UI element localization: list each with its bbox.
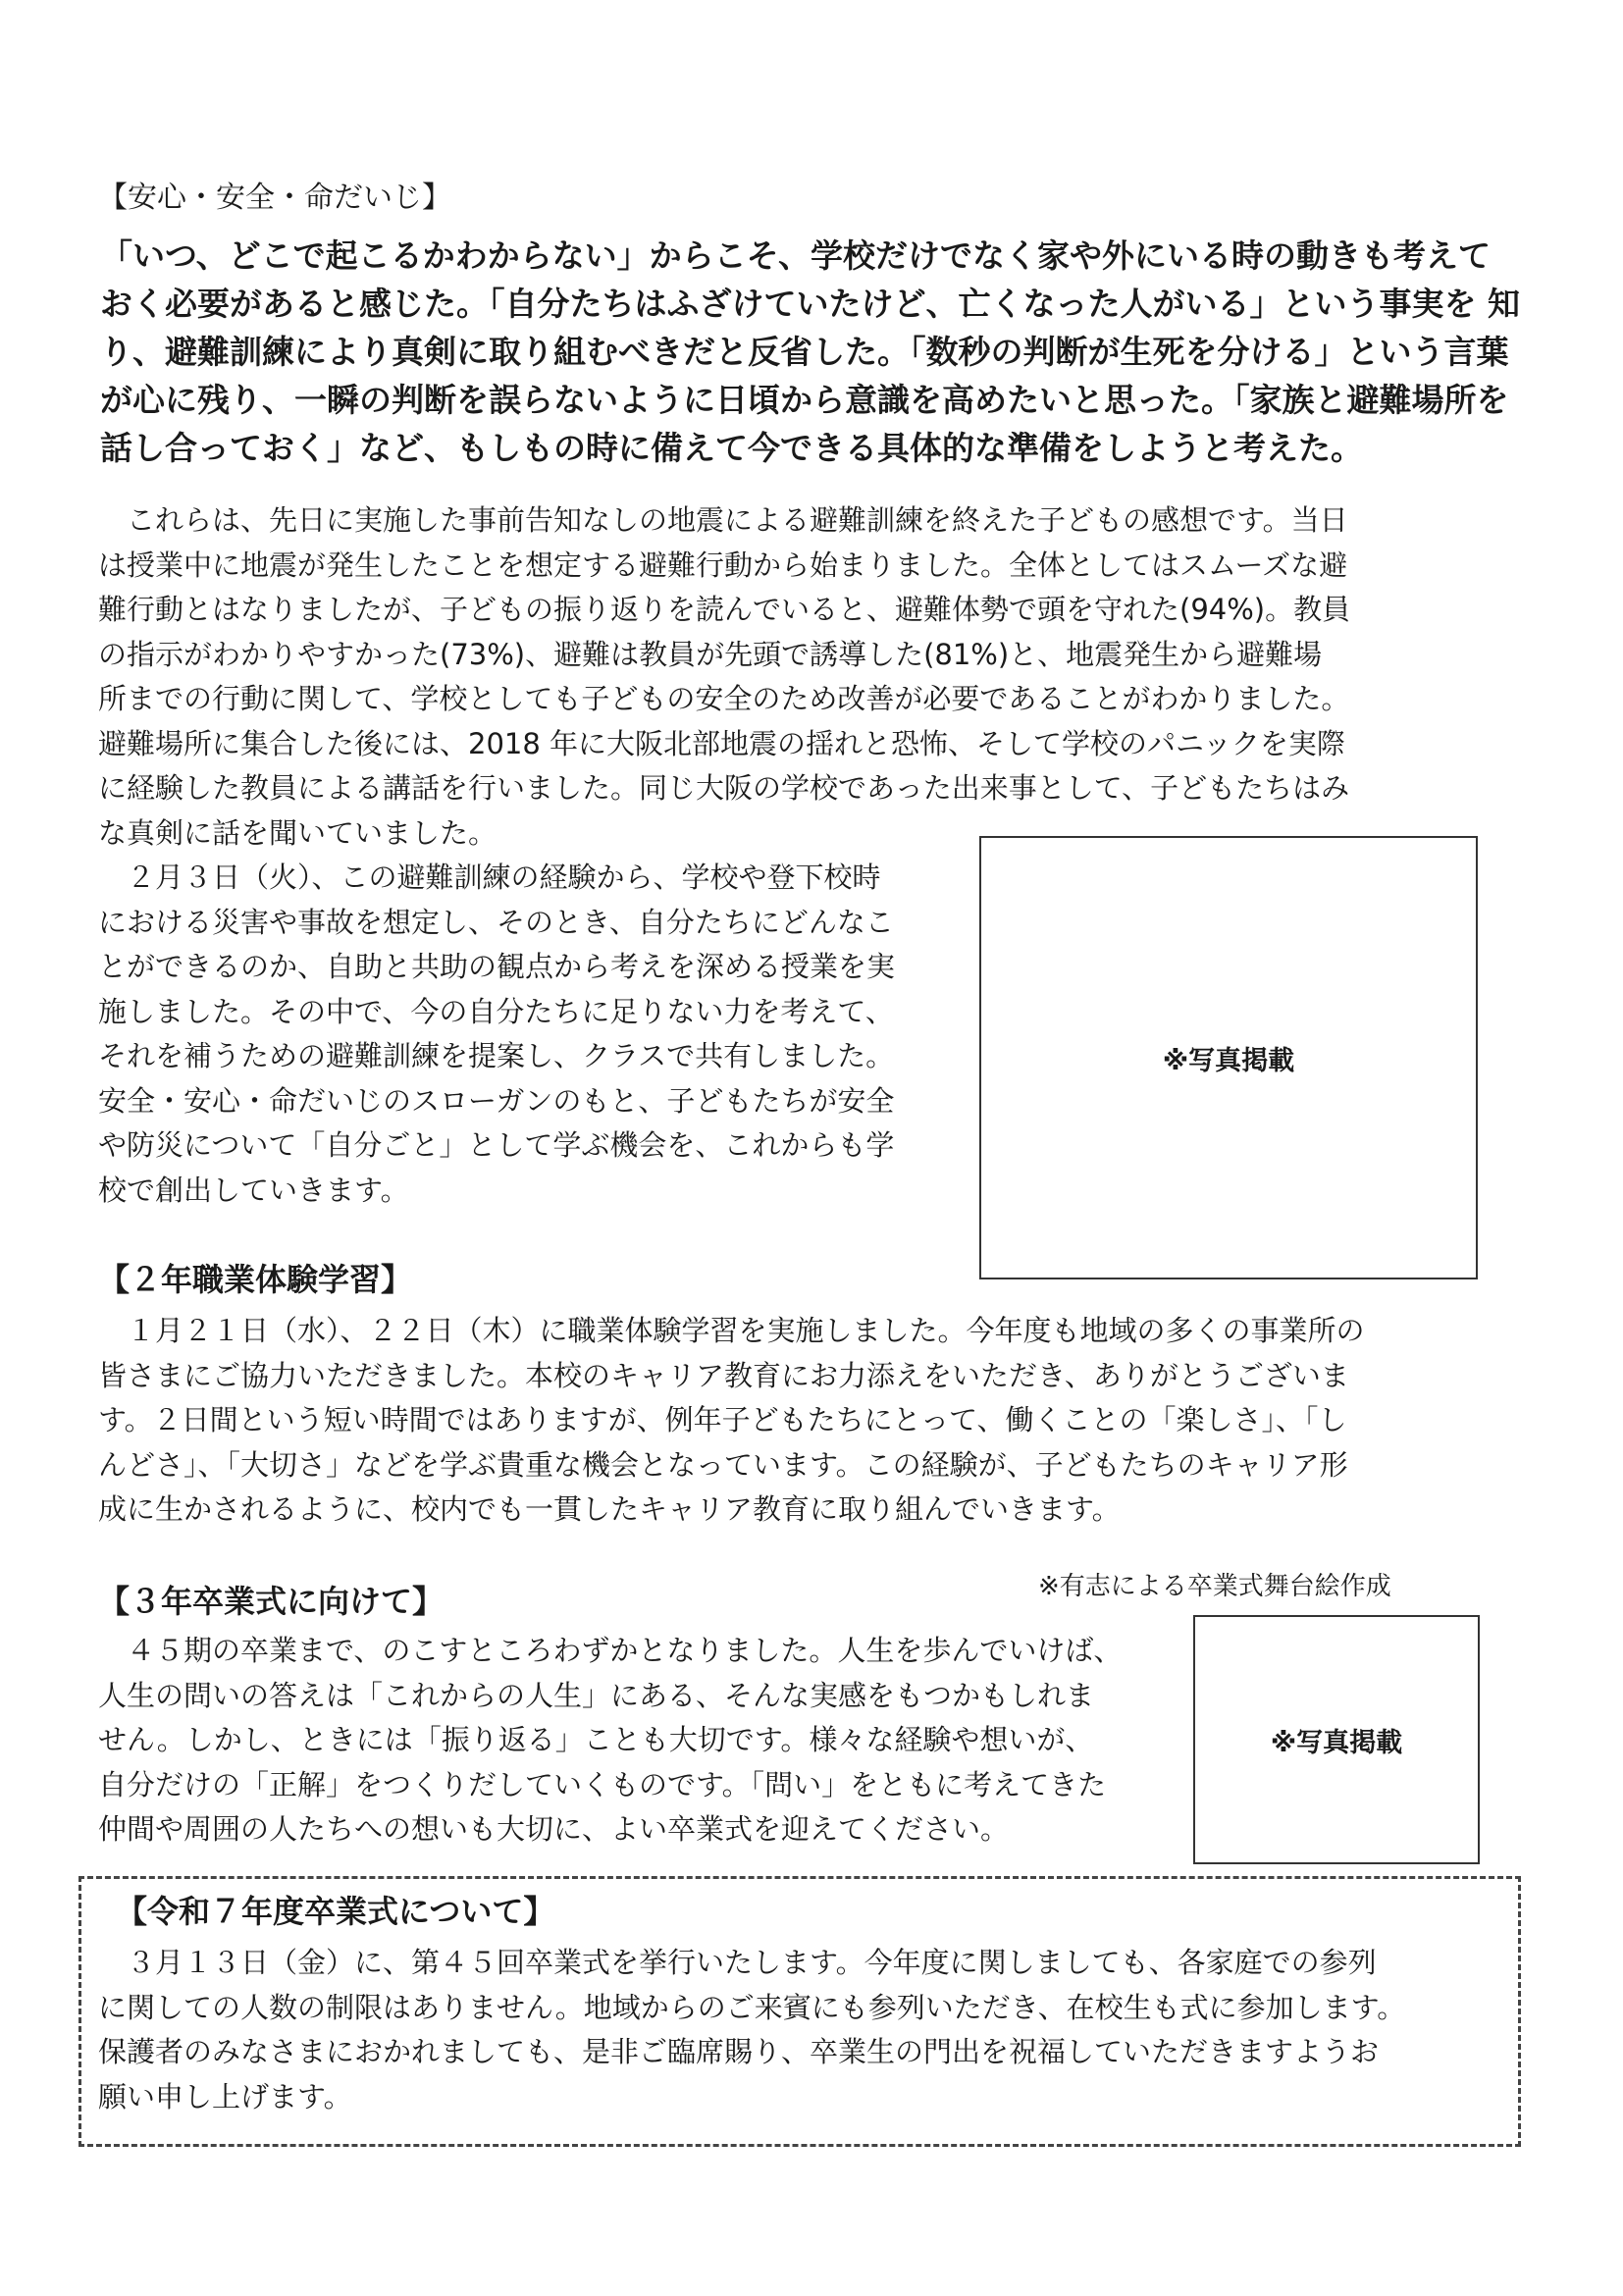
student-quote (100, 232, 1520, 472)
quote-line: が心に残り、一瞬の判断を誤らないように日頃から意識を高めたいと思った。「家族と避難場所を (100, 381, 1509, 419)
body-line: 避難場所に集合した後には、2018 年に大阪北部地震の揺れと恐怖、そして学校のパニックを実際 (98, 726, 1345, 760)
body-line: 校で創出していきます。 (98, 1173, 409, 1207)
body-line: １月２１日（水）、２２日（木）に職業体験学習を実施しました。今年度も地域の多くの事業所の (98, 1314, 1365, 1347)
quote-line: おく必要があると感じた。「自分たちはふざけていたけど、亡くなった人がいる」という事実を 知 (100, 285, 1520, 323)
body-line: 保護者のみなさまにおかれましても、是非ご臨席賜り、卒業生の門出を祝福していただきますようお (98, 2035, 1380, 2068)
section-heading-career: 【２年職業体験学習】 (98, 1261, 413, 1298)
anshin-body (98, 498, 1350, 856)
photo-label: ※写真掲載 (1270, 1727, 1403, 1758)
body-line: ２月３日（火）、この避難訓練の経験から、学校や登下校時 (98, 861, 881, 894)
body-line: は授業中に地震が発生したことを想定する避難行動から始まりました。全体としてはスムーズな避 (98, 548, 1348, 582)
anshin-body-2 (98, 856, 895, 1213)
photo-label: ※写真掲載 (1162, 1045, 1295, 1076)
body-line: 安全・安心・命だいじのスローガンのもと、子どもたちが安全 (98, 1083, 895, 1118)
body-line: 所までの行動に関して、学校としても子どもの安全のため改善が必要であることがわかりました。 (98, 682, 1350, 715)
body-line: ３月１３日（金）に、第４５回卒業式を挙行いたします。今年度に関しましても、各家庭での参列 (98, 1946, 1377, 1979)
quote-line: 話し合っておく」など、もしもの時に備えて今できる具体的な準備をしようと考えた。 (100, 429, 1363, 467)
body-line: それを補うための避難訓練を提案し、クラスで共有しました。 (98, 1039, 895, 1072)
body-line: 成に生かされるように、校内でも一貫したキャリア教育に取り組んでいきます。 (98, 1492, 1121, 1526)
ceremony-body (98, 1941, 1405, 2119)
body-line: ４５期の卒業まで、のこすところわずかとなりました。人生を歩んでいけば、 (98, 1634, 1123, 1667)
body-line: に関しての人数の制限はありません。地域からのご来賓にも参列いただき、在校生も式に参加します。 (98, 1990, 1406, 2024)
section-heading-anshin: 【安心・安全・命だいじ】 (98, 181, 451, 215)
body-line: や防災について「自分ごと」として学ぶ機会を、これからも学 (98, 1128, 895, 1162)
body-line: とができるのか、自助と共助の観点から考えを深める授業を実 (98, 950, 896, 983)
body-line: 施しました。その中で、今の自分たちに足りない力を考えて、 (98, 994, 894, 1028)
photo-placeholder-stage-art (1193, 1615, 1480, 1864)
section-heading-ceremony: 【令和７年度卒業式について】 (116, 1893, 555, 1930)
body-line: 仲間や周囲の人たちへの想いも大切に、よい卒業式を迎えてください。 (98, 1812, 1010, 1846)
quote-line: り、避難訓練により真剣に取り組むべきだと反省した。「数秒の判断が生死を分ける」という言葉 (100, 333, 1509, 371)
body-line: 願い申し上げます。 (98, 2079, 352, 2113)
body-line: 自分だけの「正解」をつくりだしていくものです。「問い」をともに考えてきた (98, 1767, 1107, 1801)
body-line: 皆さまにご協力いただきました。本校のキャリア教育にお力添えをいただき、ありがとうございま (98, 1358, 1349, 1392)
section-heading-graduation: 【３年卒業式に向けて】 (98, 1583, 445, 1620)
body-line: これらは、先日に実施した事前告知なしの地震による避難訓練を終えた子どもの感想です。当日 (98, 503, 1348, 537)
body-line: における災害や事故を想定し、そのとき、自分たちにどんなこ (98, 905, 894, 939)
body-line: せん。しかし、ときには「振り返る」ことも大切です。様々な経験や想いが、 (98, 1723, 1094, 1756)
body-line: な真剣に話を聞いていました。 (98, 815, 497, 850)
graduation-body (98, 1629, 1122, 1852)
body-line: す。２日間という短い時間ではありますが、例年子どもたちにとって、働くことの「楽しさ」、「し (98, 1403, 1347, 1436)
career-body (98, 1309, 1365, 1533)
body-line: 難行動とはなりましたが、子どもの振り返りを読んでいると、避難体勢で頭を守れた(94%)。教員 (98, 593, 1351, 626)
quote-line: 「いつ、どこで起こるかわからない」からこそ、学校だけでなく家や外にいる時の動きも考えて (100, 236, 1492, 275)
photo-caption: ※有志による卒業式舞台絵作成 (1038, 1572, 1391, 1601)
body-line: に経験した教員による講話を行いました。同じ大阪の学校であった出来事として、子どもたちはみ (98, 771, 1350, 805)
body-line: の指示がわかりやすかった(73%)、避難は教員が先頭で誘導した(81%)と、地震発生から避難場 (98, 637, 1323, 671)
body-line: んどさ」、「大切さ」などを学ぶ貴重な機会となっています。この経験が、子どもたちのキャリア形 (98, 1447, 1348, 1482)
photo-placeholder-evacuation (979, 836, 1478, 1279)
body-line: 人生の問いの答えは「これからの人生」にある、そんな実感をもつかもしれま (98, 1678, 1095, 1712)
